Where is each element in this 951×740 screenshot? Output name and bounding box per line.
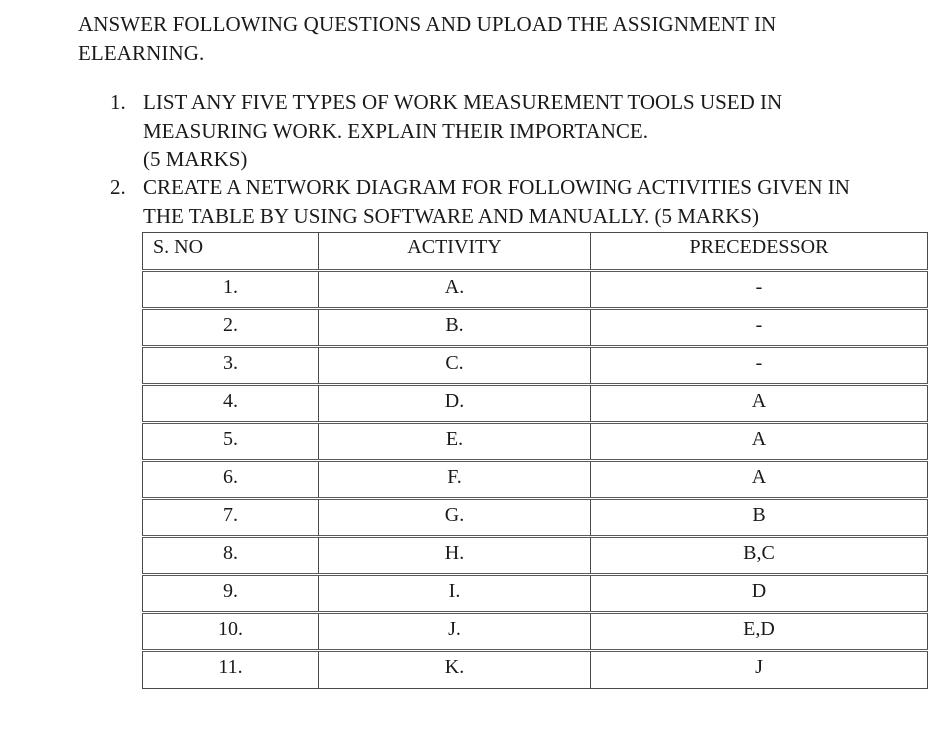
cell-predecessor: J xyxy=(591,651,928,689)
table-row xyxy=(143,423,928,461)
cell-activity: K. xyxy=(319,651,591,689)
cell-activity: B. xyxy=(319,309,591,347)
cell-predecessor: A xyxy=(591,385,928,423)
cell-activity: E. xyxy=(319,423,591,461)
cell-sno: 4. xyxy=(143,385,319,423)
cell-predecessor: B xyxy=(591,499,928,537)
table-row xyxy=(143,575,928,613)
question-marks: (5 MARKS) xyxy=(143,147,248,171)
table-row xyxy=(143,613,928,651)
cell-sno: 9. xyxy=(143,575,319,613)
question-line: MEASURING WORK. EXPLAIN THEIR IMPORTANCE. xyxy=(143,118,648,143)
cell-activity: A. xyxy=(319,271,591,309)
cell-sno: 11. xyxy=(143,651,319,689)
cell-sno: 7. xyxy=(143,499,319,537)
table-row xyxy=(143,499,928,537)
cell-sno: 2. xyxy=(143,309,319,347)
header-activity: ACTIVITY xyxy=(319,233,591,271)
cell-activity: G. xyxy=(319,499,591,537)
table-row xyxy=(143,461,928,499)
cell-sno: 8. xyxy=(143,537,319,575)
table-row xyxy=(143,651,928,689)
cell-predecessor: D xyxy=(591,575,928,613)
cell-sno: 6. xyxy=(143,461,319,499)
cell-predecessor: - xyxy=(591,347,928,385)
question-line: THE TABLE BY USING SOFTWARE AND MANUALLY. (5 MARKS) xyxy=(143,203,759,228)
cell-predecessor: - xyxy=(591,309,928,347)
header-sno: S. NO xyxy=(143,233,319,271)
table-row xyxy=(143,271,928,309)
question-text xyxy=(143,88,903,174)
question-text xyxy=(143,173,903,230)
question-line: LIST ANY FIVE TYPES OF WORK MEASUREMENT TOOLS USED IN xyxy=(143,90,783,114)
cell-sno: 5. xyxy=(143,423,319,461)
activity-table xyxy=(142,232,928,689)
cell-predecessor: A xyxy=(591,423,928,461)
cell-predecessor: B,C xyxy=(591,537,928,575)
assignment-heading xyxy=(78,10,858,68)
table-row xyxy=(143,537,928,575)
cell-activity: J. xyxy=(319,613,591,651)
question-number: 1. xyxy=(110,90,126,114)
cell-predecessor: E,D xyxy=(591,613,928,651)
question-number: 2. xyxy=(110,175,126,199)
question-line: CREATE A NETWORK DIAGRAM FOR FOLLOWING ACTIVITIES GIVEN IN xyxy=(143,175,850,199)
table-row xyxy=(143,347,928,385)
table-row xyxy=(143,385,928,423)
cell-activity: H. xyxy=(319,537,591,575)
cell-predecessor: - xyxy=(591,271,928,309)
cell-activity: C. xyxy=(319,347,591,385)
cell-sno: 10. xyxy=(143,613,319,651)
cell-activity: I. xyxy=(319,575,591,613)
table-header-row xyxy=(143,233,928,271)
table-row xyxy=(143,309,928,347)
header-predecessor: PRECEDESSOR xyxy=(591,233,928,271)
table-body xyxy=(143,271,928,689)
cell-sno: 3. xyxy=(143,347,319,385)
cell-predecessor: A xyxy=(591,461,928,499)
heading-line-1: ANSWER FOLLOWING QUESTIONS AND UPLOAD THE ASSIGNMENT IN xyxy=(78,12,777,36)
cell-activity: F. xyxy=(319,461,591,499)
cell-sno: 1. xyxy=(143,271,319,309)
heading-line-2: ELEARNING. xyxy=(78,41,205,65)
cell-activity: D. xyxy=(319,385,591,423)
